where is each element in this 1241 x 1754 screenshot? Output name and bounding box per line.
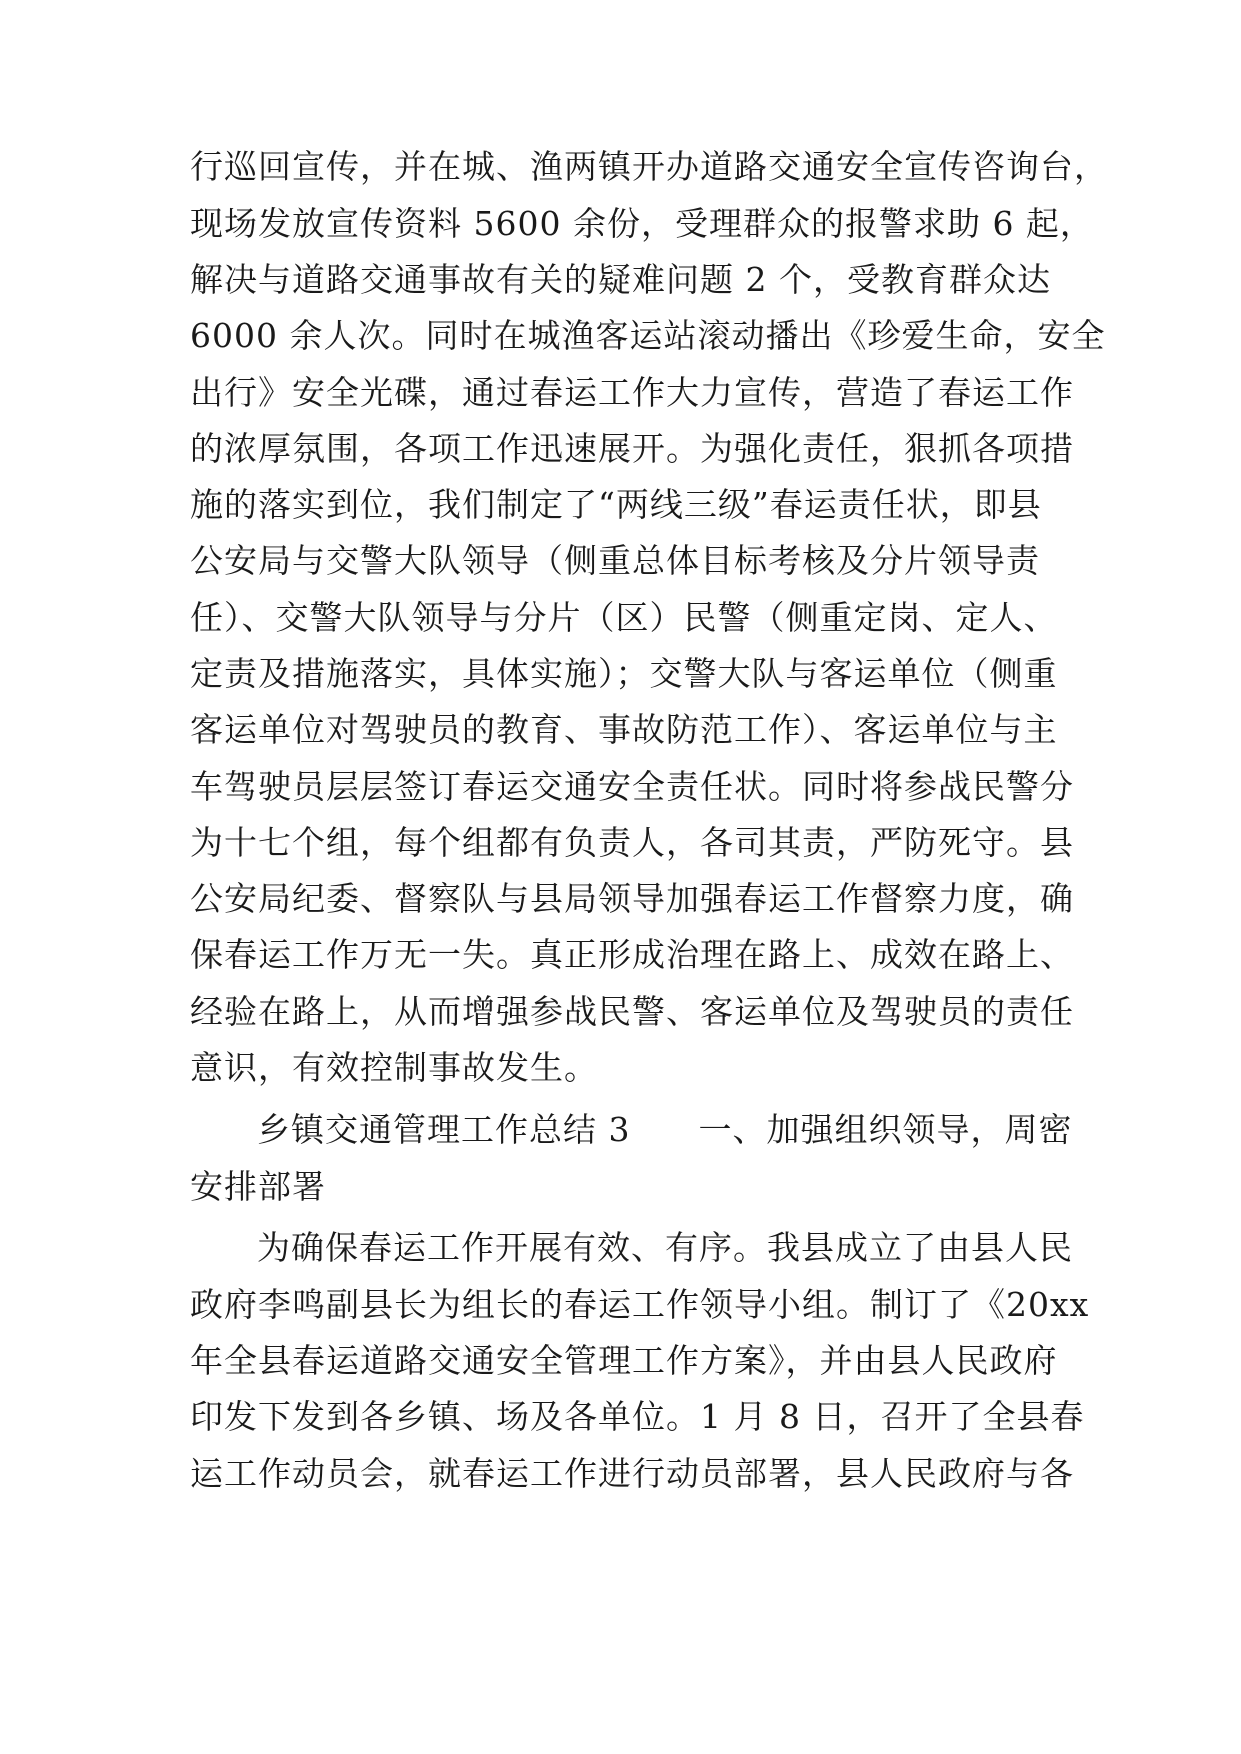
text-line: 的浓厚氛围，各项工作迅速展开。为强化责任，狠抓各项措 <box>190 429 1074 468</box>
text-line: 意识，有效控制事故发生。 <box>190 1048 598 1087</box>
text-line: 经验在路上，从而增强参战民警、客运单位及驾驶员的责任 <box>190 992 1074 1031</box>
text-line: 为十七个组，每个组都有负责人，各司其责，严防死守。县 <box>190 823 1074 862</box>
text-line: 现场发放宣传资料 5600 余份，受理群众的报警求助 6 起， <box>190 204 1094 243</box>
text-line: 6000 余人次。同时在城渔客运站滚动播出《珍爱生命，安全 <box>190 316 1106 355</box>
text-line: 车驾驶员层层签订春运交通安全责任状。同时将参战民警分 <box>190 767 1074 806</box>
text-line: 印发下发到各乡镇、场及各单位。1 月 8 日，召开了全县春 <box>190 1397 1085 1436</box>
text-line: 行巡回宣传，并在城、渔两镇开办道路交通安全宣传咨询台， <box>190 147 1108 186</box>
text-line: 任）、交警大队领导与分片（区）民警（侧重定岗、定人、 <box>190 598 1058 637</box>
text-line: 运工作动员会，就春运工作进行动员部署，县人民政府与各 <box>190 1454 1074 1493</box>
text-line: 解决与道路交通事故有关的疑难问题 2 个，受教育群众达 <box>190 260 1051 299</box>
text-line: 施的落实到位，我们制定了“两线三级”春运责任状，即县 <box>190 485 1042 524</box>
text-line: 定责及措施落实，具体实施）；交警大队与客运单位（侧重 <box>190 654 1058 693</box>
text-line: 公安局与交警大队领导（侧重总体目标考核及分片领导责 <box>190 541 1040 580</box>
section-heading-line: 乡镇交通管理工作总结 3 一、加强组织领导，周密 <box>257 1110 1073 1149</box>
text-line: 客运单位对驾驶员的教育、事故防范工作）、客运单位与主 <box>190 710 1058 749</box>
text-line: 保春运工作万无一失。真正形成治理在路上、成效在路上、 <box>190 935 1074 974</box>
text-line: 公安局纪委、督察队与县局领导加强春运工作督察力度，确 <box>190 879 1074 918</box>
text-line: 年全县春运道路交通安全管理工作方案》，并由县人民政府 <box>190 1341 1058 1380</box>
paragraph-start-line: 为确保春运工作开展有效、有序。我县成立了由县人民 <box>257 1228 1073 1267</box>
text-line: 政府李鸣副县长为组长的春运工作领导小组。制订了《20xx <box>190 1285 1090 1324</box>
text-line: 安排部署 <box>190 1167 326 1206</box>
text-line: 出行》安全光碟，通过春运工作大力宣传，营造了春运工作 <box>190 373 1074 412</box>
